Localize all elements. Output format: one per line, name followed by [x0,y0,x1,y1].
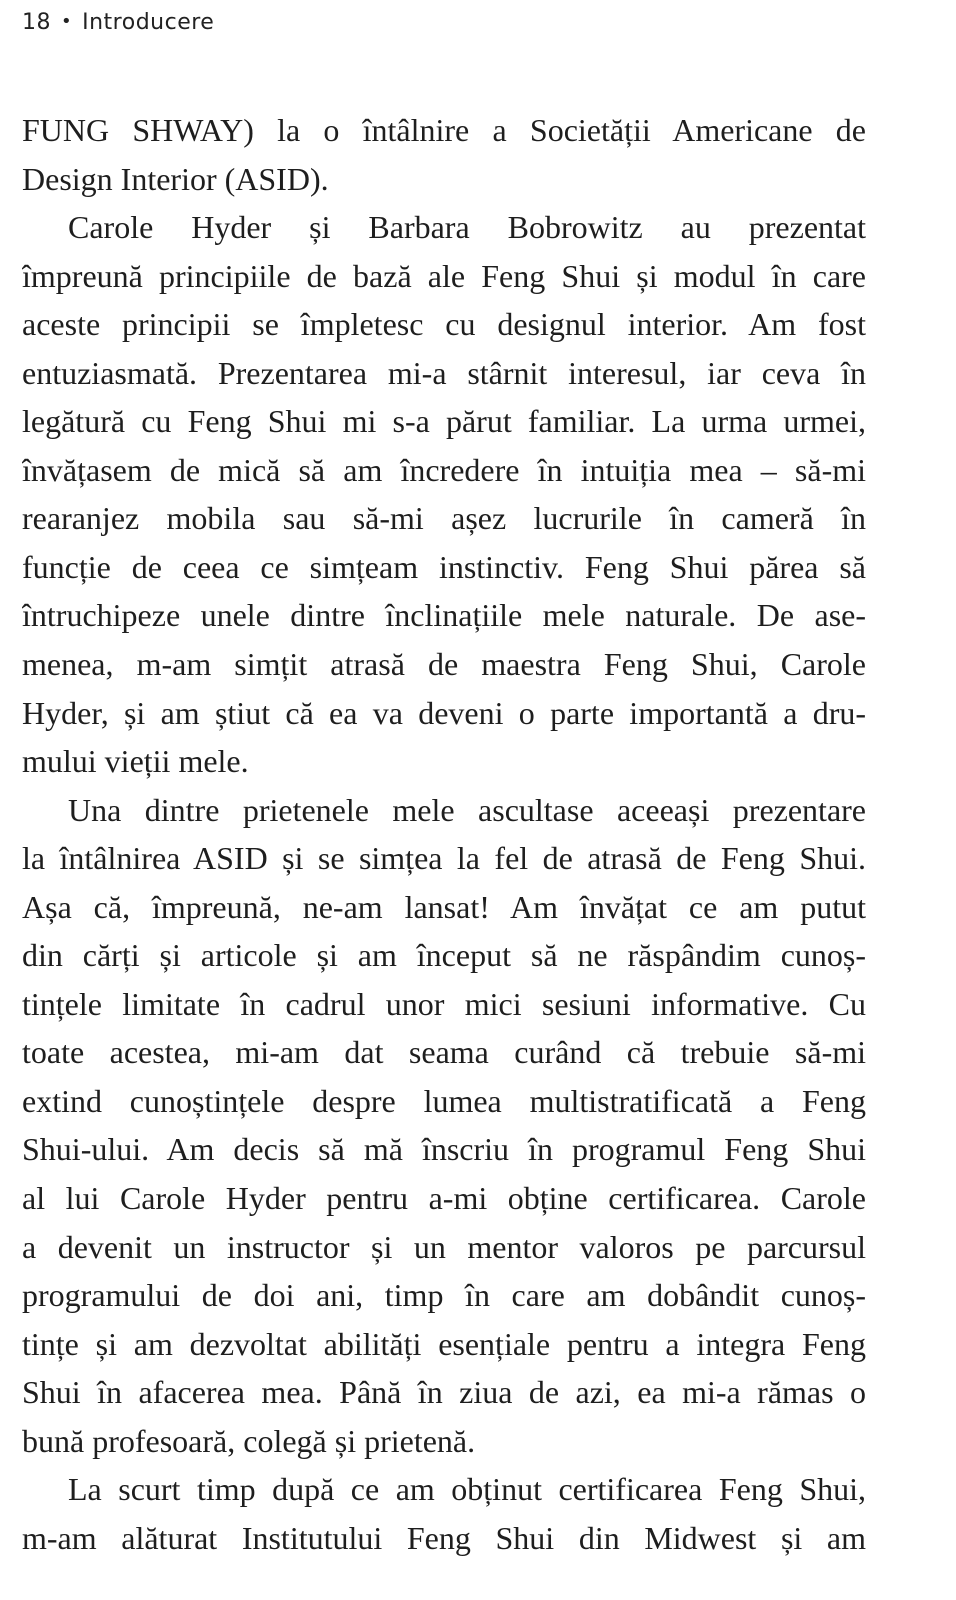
text-line: a devenit un instructor și un mentor valoros pe parcursul [22,1228,866,1265]
text-line: Shui-ului. Am decis să mă înscriu în programul Feng Shui [22,1131,866,1168]
text-line: întruchipeze unele dintre înclinațiile mele naturale. De ase- [22,597,866,634]
paragraph [22,106,866,203]
text-line: învățasem de mică să am încredere în intuiția mea – să-mi [22,451,866,488]
text-line: programului de doi ani, timp în care am dobândit cunoș- [22,1277,866,1314]
text-line: legătură cu Feng Shui mi s-a părut familiar. La urma urmei, [22,403,866,440]
text-line: din cărți și articole și am început să ne răspândim cunoș- [22,937,866,974]
section-title: Introducere [82,10,215,35]
text-line: m-am alăturat Institutului Feng Shui din Midwest și am [22,1519,866,1556]
text-line: Carole Hyder și Barbara Bobrowitz au prezentat [68,209,866,246]
text-line: tințe și am dezvoltat abilități esențiale pentru a integra Feng [22,1325,866,1362]
text-line: rearanjez mobila sau să-mi așez lucrurile în cameră în [22,500,866,537]
text-line: împreună principiile de bază ale Feng Shui și modul în care [22,257,866,294]
text-line: extind cunoștințele despre lumea multistratificată a Feng [22,1082,866,1119]
text-line: Una dintre prietenele mele ascultase aceeași prezentare [68,791,866,828]
running-head [22,10,214,35]
text-line: Design Interior (ASID). [22,160,329,197]
paragraph [22,1465,866,1562]
paragraph [22,203,866,786]
text-line: Shui în afacerea mea. Până în ziua de azi, ea mi-a rămas o [22,1374,866,1411]
body-text [22,106,866,1562]
text-line: al lui Carole Hyder pentru a-mi obține certificarea. Carole [22,1180,866,1217]
text-line: Hyder, și am știut că ea va deveni o parte importantă a dru- [22,694,866,731]
text-line: FUNG SHWAY) la o întâlnire a Societății Americane de [22,112,866,148]
text-line: tințele limitate în cadrul unor mici sesiuni informative. Cu [22,985,866,1022]
text-line: mului vieții mele. [22,743,249,780]
text-line: bună profesoară, colegă și prietenă. [22,1422,476,1459]
text-line: La scurt timp după ce am obținut certificarea Feng Shui, [68,1471,866,1508]
paragraph [22,786,866,1466]
text-line: Așa că, împreună, ne-am lansat! Am învățat ce am putut [22,888,866,925]
text-line: la întâlnirea ASID și se simțea la fel de atrasă de Feng Shui. [22,840,866,877]
page-number: 18 [22,10,51,35]
text-line: toate acestea, mi-am dat seama curând că trebuie să-mi [22,1034,866,1071]
text-line: entuziasmată. Prezentarea mi-a stârnit interesul, iar ceva în [22,354,866,391]
text-line: menea, m-am simțit atrasă de maestra Feng Shui, Carole [22,646,866,683]
text-line: aceste principii se împletesc cu designul interior. Am fost [22,306,866,343]
text-line: funcție de ceea ce simțeam instinctiv. Feng Shui părea să [22,548,866,585]
bullet-separator: • [61,11,73,32]
